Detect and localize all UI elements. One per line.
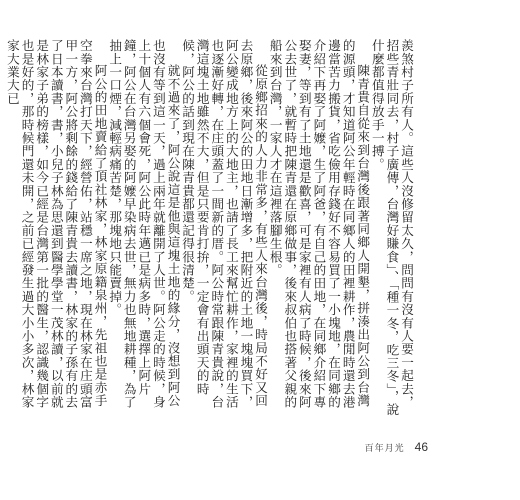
page-footer [365, 440, 428, 454]
paragraph-2: 陳青貴自從來到台灣後跟著同鄉人開墾，拼湊出阿公到台灣的源頭，才知道阿公年輕時在同鄉人的田裡耕作，農閒時還去港邊當苦力搬貨，省吃儉用存錢好不容易買了一小塊地，在同鄉的介紹下再娶了阿嬤，生了阿爸，有自己的田地，在同鄉介紹下專娶妻，等到有了土地還是歡喜，可是家裡有人病了時候，後來阿公去世了，就暫時把陳青還在原鄉做事，後來叔伯也搭著父親的船來到台灣，一家人才在這裡落腳生根。 [267, 39, 371, 409]
page-number: 46 [414, 440, 428, 454]
paragraph-4: 就不過來了，阿公說這是他與這塊土地的緣分，沒想到阿公也沒有等到這一天，過上兩年就離開了人世。阿公走的時候，身上十個人有六個會死，阿公此時年邁已是病多時，選擇上阿片鐘，阿公在台灣另娶的阿嬤早染病去世，無力也無地耕種，為了抽上一口煙，減輕病痛苦楚，那塊地只能賣掉。 [107, 39, 181, 409]
paragraph-5: 阿公的田地賣給了頂社林家，林家原籍泉州，先祖也是赤手空拳來台灣打天下，經營佑，站穩一席之地，現在林家在庄頭富甲一方，阿公將剩餘的錢給了陳青貴去讀書，林家的子孫有的去了日本讀書，書，小兒子林為思還到醫學學堂一茂林讀，以前就是林家子弟的榜樣，如今已經是台灣第一批的醫生，認識幾個字也是好的，那時候門還未開，之前已經發生過大小小多次，林家家大業大已 [4, 39, 108, 409]
vertical-text-block [4, 39, 414, 419]
paragraph-1: 羨煞村子所有人。這些人沒修留太久，問問有沒有人要一起去，招些青壯同去，村子廣傳，台灣好賺食」、「種一冬，吃三冬」，說什麼都值得放手一搏。 [369, 39, 414, 417]
book-title: 百年月光 [364, 444, 405, 454]
paragraph-3: 從原鄉招來的人力非常多，有些人來台灣後，時局不好又回去原鄉，後來阿公的田地日漸增多，把附近的土地一塊塊買下，阿公變成地方上的大地主，也請了長工來幫忙耕作，家裡的生活也逐漸好轉，在庄頭蓋了一間新的厝。阿公時常跟陳青貴說，台灣這塊土地雖然不大，但是只要肯打拚，一定會有出頭天的時候，阿公的話到現在陳青貴都還記得很清楚。 [180, 39, 269, 409]
